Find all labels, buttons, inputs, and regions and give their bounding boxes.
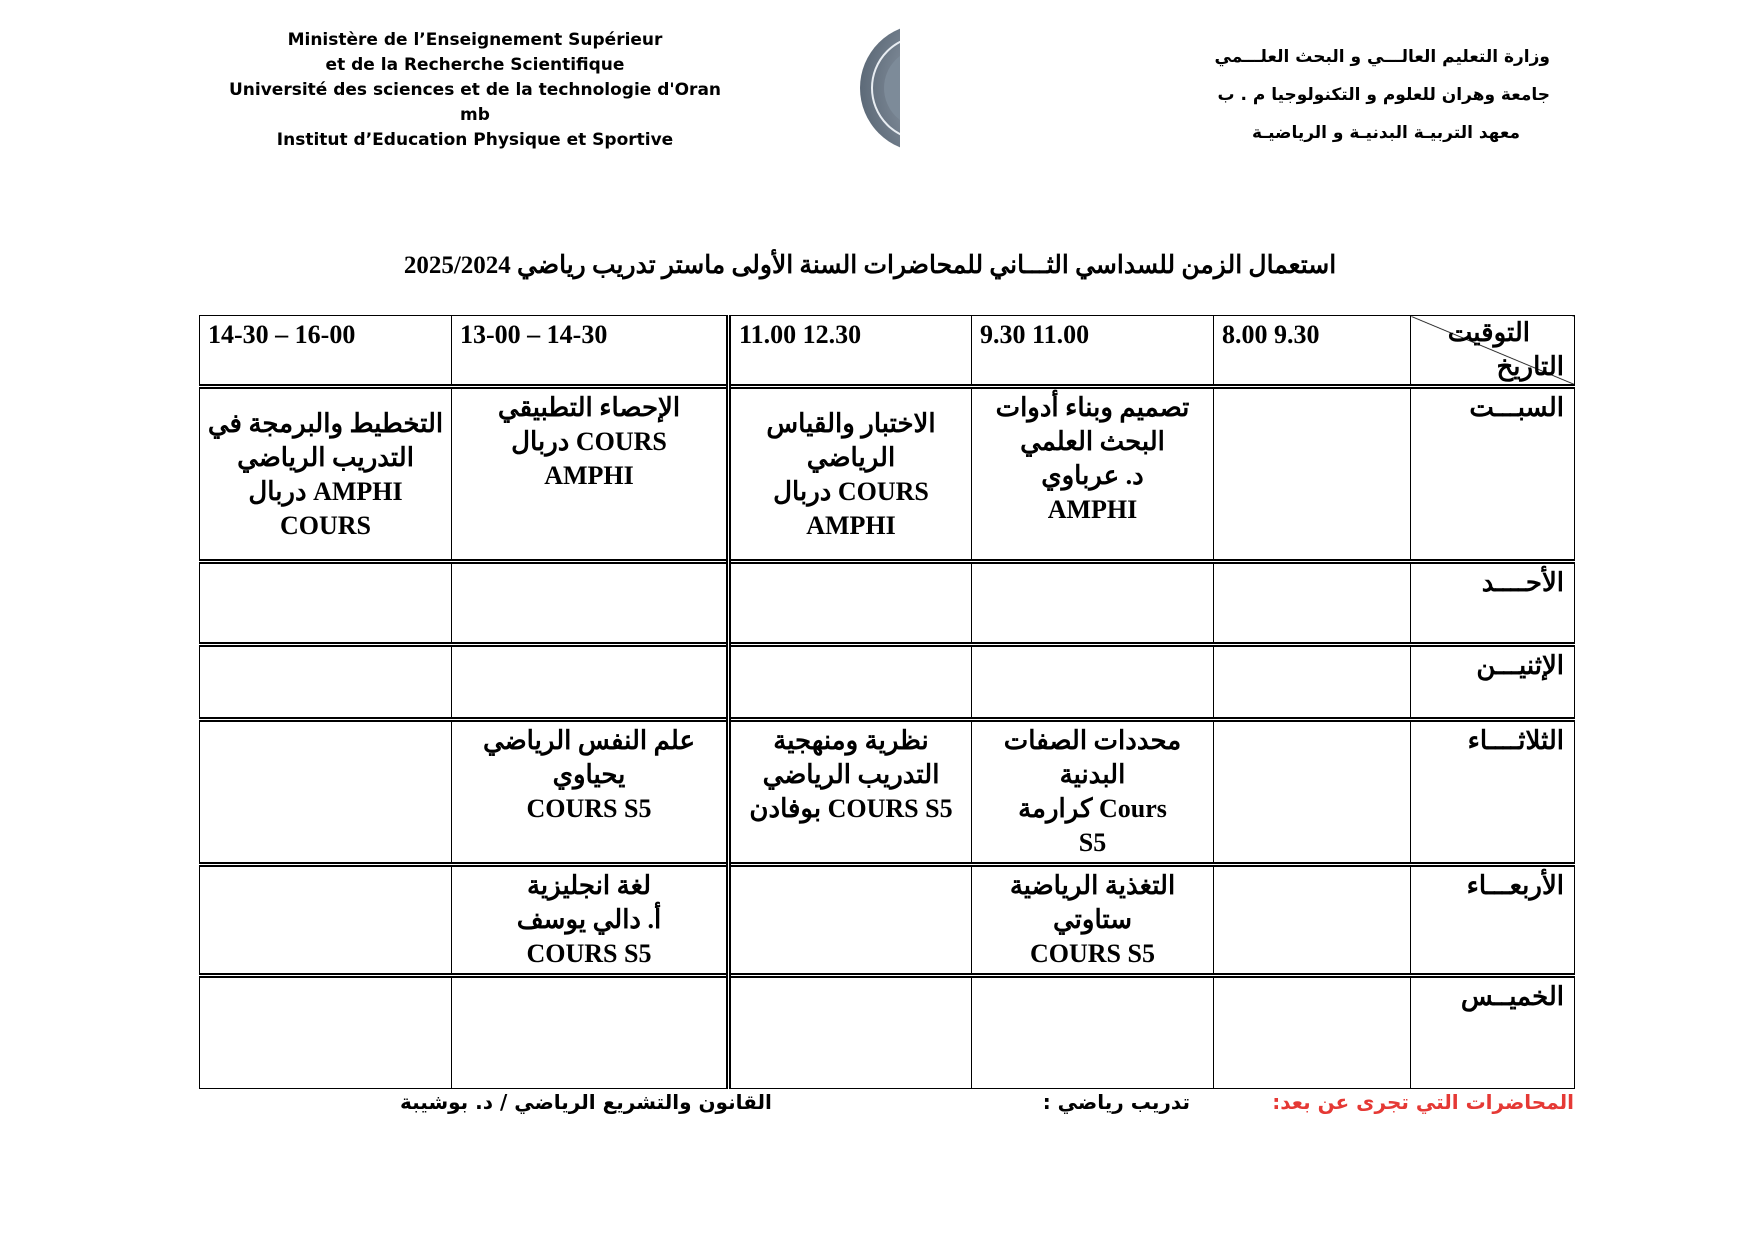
class-cell-line: S5 bbox=[1078, 828, 1107, 857]
class-cell bbox=[452, 645, 729, 720]
class-cell-line: التدريب الرياضي bbox=[762, 760, 940, 789]
class-cell bbox=[200, 387, 452, 562]
class-cell-line: AMPHI bbox=[544, 461, 634, 490]
class-cell bbox=[729, 645, 972, 720]
header-ar-line-3: معهد التربيـة البدنيـة و الرياضيـة bbox=[1251, 123, 1520, 143]
class-cell-line: AMPHI دربال bbox=[248, 477, 403, 506]
class-cell-line: التدريب الرياضي bbox=[237, 443, 414, 472]
class-cell bbox=[200, 645, 452, 720]
class-cell-line: COURS S5 bbox=[1030, 939, 1155, 968]
day-cell: الأربعـــاء bbox=[1411, 865, 1575, 976]
corner-cell bbox=[1411, 316, 1575, 387]
class-cell bbox=[972, 976, 1214, 1089]
class-cell bbox=[452, 387, 729, 562]
header-fr-line-2: et de la Recherche Scientifique bbox=[325, 55, 625, 75]
day-cell: الثلاثــــاء bbox=[1411, 720, 1575, 865]
header-fr-line-3: Université des sciences et de la technologie d'Oran mb bbox=[228, 80, 722, 125]
time-slot-4: 13-00 – 14-30 bbox=[452, 316, 729, 387]
class-cell-line: ستاوتي bbox=[1052, 905, 1132, 934]
class-cell-line: التخطيط والبرمجة في bbox=[207, 409, 444, 438]
class-cell-line: أ. دالي يوسف bbox=[516, 905, 662, 934]
class-cell bbox=[1214, 562, 1411, 645]
class-cell bbox=[200, 865, 452, 976]
class-cell bbox=[1214, 976, 1411, 1089]
class-cell-line: COURS دربال bbox=[511, 427, 667, 456]
day-cell: الأحــــد bbox=[1411, 562, 1575, 645]
header-fr-line-4: Institut d’Education Physique et Sportive bbox=[276, 130, 674, 150]
day-cell: السبـــت bbox=[1411, 387, 1575, 562]
header-french bbox=[225, 28, 725, 153]
class-cell-line: تصميم وبناء أدوات bbox=[995, 393, 1190, 422]
class-cell bbox=[972, 720, 1214, 865]
header-fr-line-1: Ministère de l’Enseignement Supérieur bbox=[287, 30, 663, 50]
class-cell-line: محددات الصفات البدنية bbox=[1003, 726, 1182, 789]
schedule-table bbox=[199, 315, 1575, 1089]
class-cell-line: يحياوي bbox=[552, 760, 626, 789]
class-cell-line: علم النفس الرياضي bbox=[482, 726, 696, 755]
class-cell bbox=[1214, 387, 1411, 562]
time-slot-1: 8.00 9.30 bbox=[1214, 316, 1411, 387]
class-cell-line: لغة انجليزية bbox=[526, 871, 652, 900]
class-cell bbox=[972, 562, 1214, 645]
document-title: استعمال الزمن للسداسي الثـــاني للمحاضرات السنة الأولى ماستر تدريب رياضي 2025/2024 bbox=[403, 252, 1337, 279]
time-slot-3: 11.00 12.30 bbox=[729, 316, 972, 387]
class-cell bbox=[452, 976, 729, 1089]
class-cell-line: د. عرباوي bbox=[1041, 461, 1144, 490]
time-header-row bbox=[200, 316, 1575, 387]
class-cell bbox=[729, 562, 972, 645]
schedule-row bbox=[200, 387, 1575, 562]
header-ar-line-2: جامعة وهران للعلوم و التكنولوجيا م . ب bbox=[1217, 85, 1550, 105]
day-cell: الإثنيـــن bbox=[1411, 645, 1575, 720]
schedule-row bbox=[200, 645, 1575, 720]
class-cell bbox=[1214, 720, 1411, 865]
time-slot-5: 14-30 – 16-00 bbox=[200, 316, 452, 387]
distance-lectures-label: المحاضرات التي تجرى عن بعد: bbox=[1272, 1090, 1574, 1114]
class-cell bbox=[200, 976, 452, 1089]
class-cell bbox=[972, 387, 1214, 562]
class-cell-line: الرياضي bbox=[806, 443, 896, 472]
class-cell bbox=[729, 720, 972, 865]
class-cell bbox=[1214, 645, 1411, 720]
class-cell-line: COURS S5 bbox=[526, 794, 652, 823]
class-cell-line: AMPHI bbox=[806, 511, 896, 540]
class-cell-line: البحث العلمي bbox=[1020, 427, 1165, 456]
class-cell bbox=[452, 720, 729, 865]
schedule-row bbox=[200, 720, 1575, 865]
class-cell-line: Cours كرارمة bbox=[1018, 794, 1167, 823]
class-cell-line: COURS دربال bbox=[773, 477, 929, 506]
class-cell-line: COURS S5 bbox=[526, 939, 652, 968]
class-cell bbox=[729, 387, 972, 562]
class-cell-line: AMPHI bbox=[1047, 495, 1138, 524]
law-course-note: القانون والتشريع الرياضي / د. بوشيبة bbox=[400, 1090, 772, 1114]
schedule-row bbox=[200, 865, 1575, 976]
university-seal-logo bbox=[860, 22, 900, 154]
class-cell-line: COURS bbox=[279, 511, 371, 540]
class-cell bbox=[972, 865, 1214, 976]
class-cell bbox=[200, 720, 452, 865]
header-arabic bbox=[1130, 38, 1550, 152]
class-cell bbox=[452, 865, 729, 976]
class-cell bbox=[729, 976, 972, 1089]
class-cell bbox=[452, 562, 729, 645]
day-cell: الخميــس bbox=[1411, 976, 1575, 1089]
class-cell bbox=[200, 562, 452, 645]
class-cell-line: نظرية ومنهجية bbox=[773, 726, 929, 755]
class-cell bbox=[729, 865, 972, 976]
corner-time-label: التوقيت bbox=[1447, 318, 1530, 347]
class-cell bbox=[1214, 865, 1411, 976]
schedule-row bbox=[200, 562, 1575, 645]
class-cell bbox=[972, 645, 1214, 720]
training-label: تدريب رياضي : bbox=[1042, 1090, 1190, 1114]
class-cell-line: التغذية الرياضية bbox=[1009, 871, 1176, 900]
class-cell-line: الإحصاء التطبيقي bbox=[497, 393, 681, 422]
class-cell-line: الاختبار والقياس bbox=[766, 409, 936, 438]
header-ar-line-1: وزارة التعليم العالـــي و البحث العلـــمي bbox=[1214, 47, 1550, 67]
time-slot-2: 9.30 11.00 bbox=[972, 316, 1214, 387]
class-cell-line: COURS S5 بوفادن bbox=[749, 794, 953, 823]
schedule-row bbox=[200, 976, 1575, 1089]
corner-date-label: التاريخ bbox=[1496, 352, 1564, 381]
